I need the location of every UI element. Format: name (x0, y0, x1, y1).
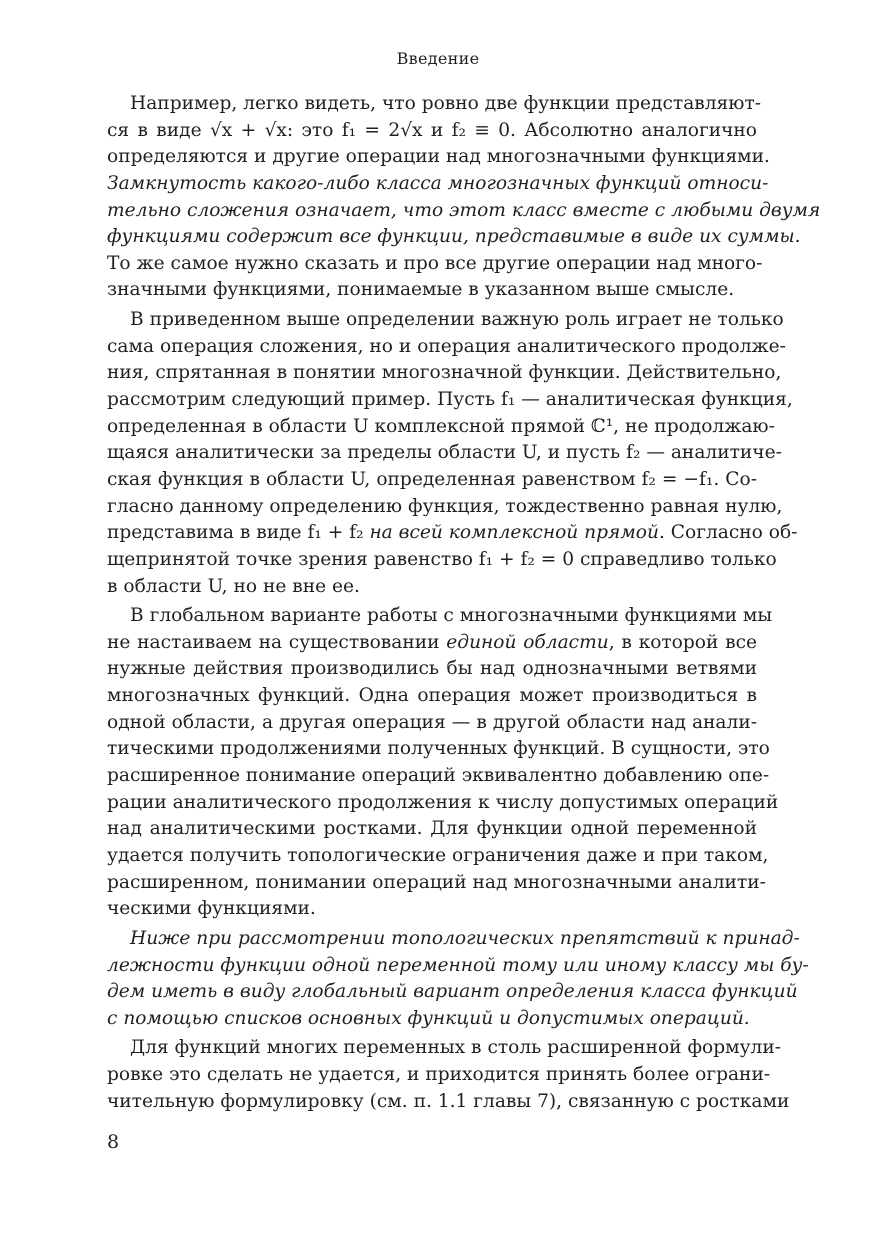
text-line (107, 251, 763, 278)
running-header: Введение (396, 49, 480, 68)
text-segment: представима в виде f₁ + f₂ (107, 522, 370, 544)
italic-text: тельно сложения означает, что этот класс вместе с любыми двумя (107, 199, 821, 221)
text-segment: не настаиваем на существовании (107, 631, 447, 653)
text-line (107, 360, 782, 387)
text-segment: ся в виде √x + √x: это f₁ = 2√x и f₂ ≡ 0. Абсолютно аналогично (107, 119, 757, 141)
text-segment: щаяся аналитически за пределы области U, и пусть f₂ — аналитиче- (107, 442, 782, 464)
text-line (107, 91, 762, 118)
text-segment: расширенном, понимании операций над многозначными аналити- (107, 871, 766, 893)
text-line (107, 1062, 771, 1089)
text-line (107, 979, 798, 1006)
text-line (107, 736, 770, 763)
text-line (107, 896, 757, 923)
text-line (107, 520, 798, 547)
text-segment: То же самое нужно сказать и про все другие операции над много- (107, 252, 763, 274)
text-line (107, 440, 782, 467)
text-line (107, 870, 766, 897)
text-line (107, 953, 809, 980)
italic-text: Замкнутость какого-либо класса многозначных функций относи- (107, 172, 769, 194)
text-line (107, 307, 784, 334)
italic-text: на всей комплексной прямой (369, 522, 659, 544)
text-segment: ская функция в области U, определенная равенством f₂ = −f₁. Со- (107, 468, 757, 490)
italic-text: Ниже при рассмотрении топологических препятствий к принад- (130, 927, 800, 949)
text-segment: гласно данному определению функция, тождественно равная нулю, (107, 495, 783, 517)
text-line (107, 1089, 790, 1116)
text-line (107, 224, 801, 251)
text-segment: ческими функциями. (107, 898, 316, 920)
text-line (107, 494, 783, 521)
text-segment: сама операция сложения, но и операция аналитического продолже- (107, 335, 786, 357)
text-segment: тическими продолжениями полученных функций. В сущности, это (107, 738, 770, 760)
text-line (107, 334, 786, 361)
text-segment: над аналитическими ростками. Для функции одной переменной (107, 818, 757, 840)
text-segment: Для функций многих переменных в столь расширенной формули- (130, 1037, 781, 1059)
italic-text: функциями содержит все функции, представимые в виде их суммы. (107, 226, 801, 248)
text-segment: нужные действия производились бы над однозначными ветвями (107, 658, 757, 680)
text-line (107, 118, 757, 145)
text-segment: расширенное понимание операций эквивалентно добавлению опе- (107, 765, 770, 787)
text-line (107, 171, 769, 198)
text-segment: рации аналитического продолжения к числу допустимых операций (107, 791, 779, 813)
text-segment: в области U, но не вне ее. (107, 575, 360, 597)
text-line (107, 1006, 757, 1033)
text-segment: щепринятой точке зрения равенство f₁ + f₂ = 0 справедливо только (107, 548, 777, 570)
text-segment: чительную формулировку (см. п. 1.1 главы 7), связанную с ростками (107, 1090, 790, 1112)
text-line (107, 603, 773, 630)
text-segment: ния, спрятанная в понятии многозначной функции. Действительно, (107, 362, 782, 384)
text-line (107, 710, 757, 737)
text-line (107, 816, 757, 843)
text-line (107, 277, 757, 304)
text-segment: определяются и другие операции над многозначными функциями. (107, 146, 770, 168)
text-segment: . Согласно об- (658, 522, 798, 544)
text-line (107, 198, 821, 225)
text-segment: рассмотрим следующий пример. Пусть f₁ — аналитическая функция, (107, 389, 793, 411)
text-segment: В приведенном выше определении важную роль играет не только (130, 309, 784, 331)
text-segment: ровке это сделать не удается, и приходится принять более ограни- (107, 1064, 771, 1086)
text-line (107, 414, 775, 441)
text-segment: одной области, а другая операция — в другой области над анали- (107, 711, 757, 733)
text-segment: удается получить топологические ограничения даже и при таком, (107, 844, 769, 866)
italic-text: с помощью списков основных функций и допустимых операций. (107, 1007, 750, 1029)
text-line (107, 656, 757, 683)
italic-text: единой области (446, 631, 609, 653)
body-text (107, 91, 821, 1115)
page-number: 8 (107, 1131, 120, 1153)
text-line (107, 1035, 781, 1062)
text-segment: определенная в области U комплексной прямой ℂ¹, не продолжаю- (107, 415, 775, 437)
text-line (107, 387, 793, 414)
text-line (107, 630, 757, 657)
text-line (107, 683, 757, 710)
italic-text: лежности функции одной переменной тому или иному классу мы бу- (107, 954, 809, 976)
text-line (107, 574, 757, 601)
text-segment: В глобальном варианте работы с многозначными функциями мы (130, 605, 773, 627)
text-line (107, 547, 777, 574)
italic-text: дем иметь в виду глобальный вариант определения класса функций (107, 981, 798, 1003)
text-segment: Например, легко видеть, что ровно две функции представляют- (130, 93, 762, 114)
text-segment: многозначных функций. Одна операция может производиться в (107, 685, 757, 707)
text-line (107, 763, 770, 790)
text-line (107, 467, 757, 494)
text-segment: , в которой все (608, 631, 757, 653)
text-line (107, 790, 779, 817)
text-line (107, 843, 769, 870)
text-segment: значными функциями, понимаемые в указанном выше смысле. (107, 279, 735, 301)
text-line (107, 926, 800, 953)
text-line (107, 144, 770, 171)
